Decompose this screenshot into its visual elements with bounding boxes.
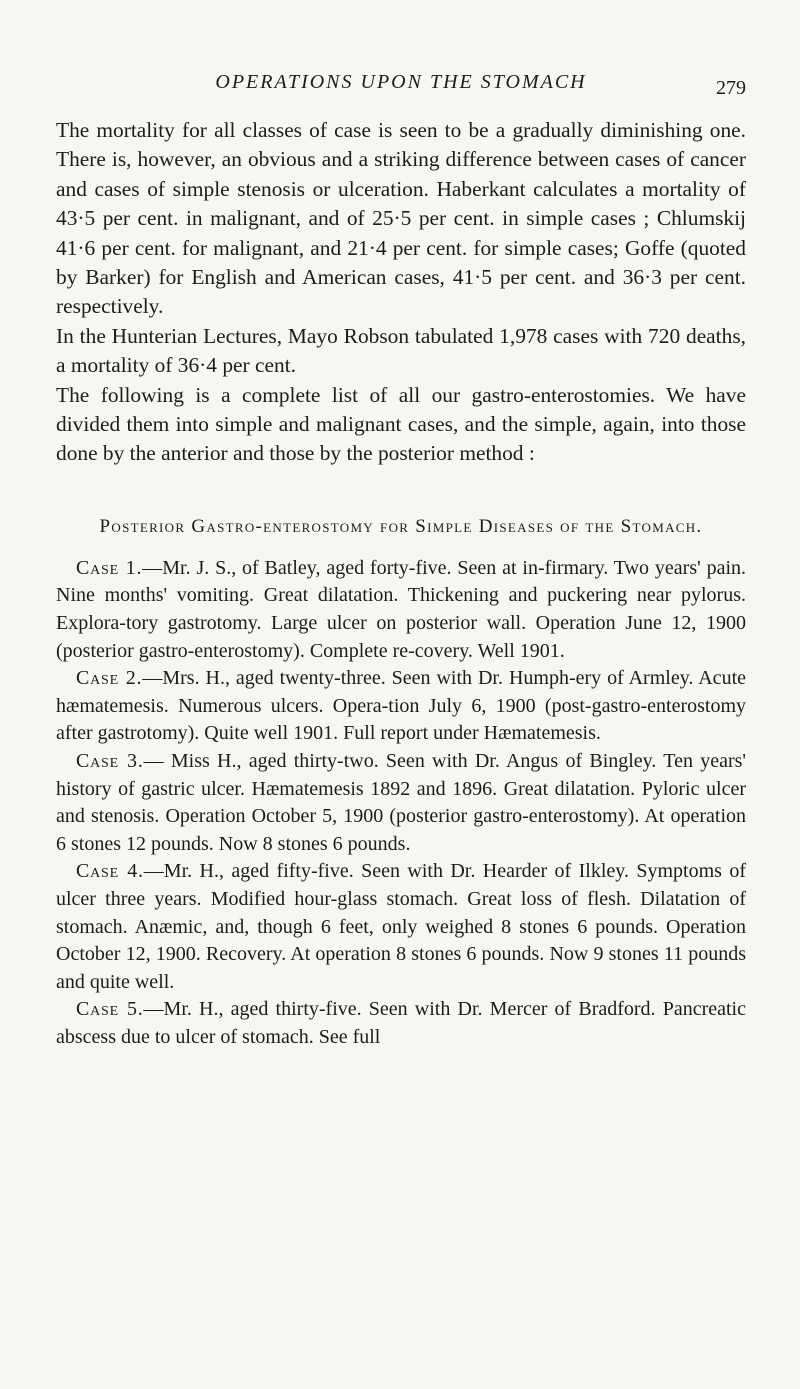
case-text: —Mr. H., aged fifty-five. Seen with Dr. Hearder of Ilkley. Symptoms of ulcer three years. Modified hour-glass stomach. Great loss of flesh. Dilatation of stomach. Anæmic, and, though 6 feet, only weighed 8 stones 6 pounds. Operation October 12, 1900. Recovery. At operation 8 stones 6 pounds. Now 9 stones 11 pounds and quite well. <box>56 860 746 993</box>
case-entry <box>56 555 746 665</box>
intro-paragraph-mortality: The mortality for all classes of case is seen to be a gradually diminishing one. There is, however, an obvious and a striking difference between cases of cancer and cases of simple stenosis or ulceration. Haberkant calculates a mortality of 43·5 per cent. in malignant, and of 25·5 per cent. in simple cases ; Chlumskij 41·6 per cent. for malignant, and 21·4 per cent. for simple cases; Goffe (quoted by Barker) for English and American cases, 41·5 per cent. and 36·3 per cent. respectively. <box>56 118 746 319</box>
case-label: Case 4. <box>76 860 144 883</box>
case-label: Case 3. <box>76 750 144 773</box>
intro-paragraph-list: The following is a complete list of all our gastro-enterostomies. We have divided them into simple and malignant cases, and the simple, again, into those done by the anterior and those by the posterior method : <box>56 382 746 466</box>
case-text: —Mr. H., aged thirty-five. Seen with Dr. Mercer of Bradford. Pancreatic abscess due to ulcer of stomach. See full <box>56 998 746 1048</box>
intro-paragraph-hunterian: In the Hunterian Lectures, Mayo Robson tabulated 1,978 cases with 720 deaths, a mortality of 36·4 per cent. <box>56 323 746 378</box>
case-entry <box>56 665 746 748</box>
case-label: Case 5. <box>76 998 144 1021</box>
running-title: OPERATIONS UPON THE STOMACH <box>215 71 587 93</box>
case-entry <box>56 996 746 1051</box>
case-text: —Mr. J. S., of Batley, aged forty-five. Seen at in-firmary. Two years' pain. Nine months' vomiting. Great dilatation. Thickening and puckering near pylorus. Explora-tory gastrotomy. Large ulcer on posterior wall. Operation June 12, 1900 (posterior gastro-enterostomy). Complete re-covery. Well 1901. <box>56 556 746 662</box>
case-label: Case 1. <box>76 556 143 579</box>
case-entry <box>56 858 746 996</box>
running-header <box>56 64 746 104</box>
case-label: Case 2. <box>76 667 143 690</box>
case-text: —Mrs. H., aged twenty-three. Seen with Dr. Humph-ery of Armley. Acute hæmatemesis. Numerous ulcers. Opera-tion July 6, 1900 (post-gastro-enterostomy after gastrotomy). Quite well 1901. Full report under Hæmatemesis. <box>56 667 746 745</box>
case-entry <box>56 748 746 858</box>
page-number: 279 <box>716 77 746 99</box>
case-text: — Miss H., aged thirty-two. Seen with Dr. Angus of Bingley. Ten years' history of gastric ulcer. Hæmatemesis 1892 and 1896. Great dilatation. Pyloric ulcer and stenosis. Operation October 5, 1900 (posterior gastro-enterostomy). At operation 6 stones 12 pounds. Now 8 stones 6 pounds. <box>56 750 747 855</box>
section-heading: Posterior Gastro-enterostomy for Simple Diseases of the Stomach. <box>99 515 703 537</box>
book-page <box>56 64 746 1052</box>
